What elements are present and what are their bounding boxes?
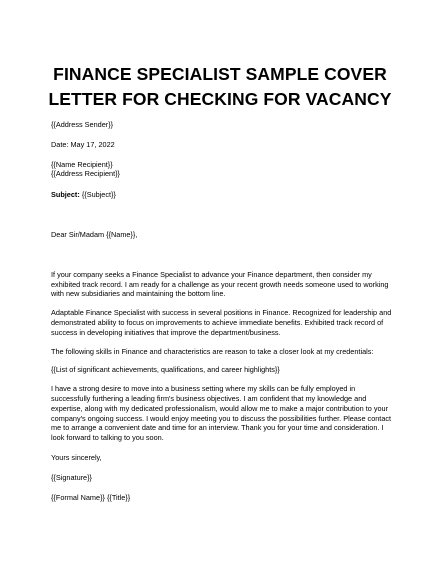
paragraph-2: Adaptable Finance Specialist with success in several positions in Finance. Recognized for leadership and demonstrated ability to focus on improvements to achieve immediate benefits. Exhibited track record of success in developing initiatives that improve the department/business.	[51, 308, 392, 337]
document-title	[20, 62, 420, 112]
formal-name-title: {{Formal Name}} {{Title}}	[51, 492, 131, 502]
achievements-list-placeholder: {{List of significant achievements, qualifications, and career highlights}}	[51, 365, 280, 375]
subject-label: Subject:	[51, 190, 80, 200]
document-title-line1: FINANCE SPECIALIST SAMPLE COVER	[53, 64, 387, 84]
letter-body	[51, 120, 396, 502]
subject-line	[51, 190, 396, 200]
document-title-line2: LETTER FOR CHECKING FOR VACANCY	[48, 89, 392, 109]
paragraph-1: If your company seeks a Finance Specialist to advance your Finance department, then consider my exhibited track record. I am ready for a challenge as your recent growth needs someone used to working with new subsidiaries and maintaining the bottom line.	[51, 269, 389, 299]
name-recipient: {{Name Recipient}}	[51, 159, 113, 169]
paragraph-3: The following skills in Finance and characteristics are reason to take a closer look at my credentials:	[51, 346, 374, 356]
letter-date: Date: May 17, 2022	[51, 139, 115, 149]
salutation: Dear Sir/Madam {{Name}},	[51, 229, 138, 239]
address-recipient: {{Address Recipient}}	[51, 169, 120, 179]
address-sender: {{Address Sender}}	[51, 120, 114, 129]
subject-value: {{Subject}}	[79, 190, 116, 200]
closing: Yours sincerely,	[51, 452, 102, 462]
signature: {{Signature}}	[51, 472, 92, 482]
paragraph-4: I have a strong desire to move into a business setting where my skills can be fully employed in successfully furthering a leading firm's business objectives. I am confident that my knowledge and expertise, along with my dedicated professionalism, would allow me to make a major contribution to your company's ongoing success. I would enjoy meeting you to discuss the possibilities further. Please contact me to arrange a convenient date and time for an interview. Thank you for your time and consideration. I look forward to talking to you soon.	[51, 384, 392, 443]
